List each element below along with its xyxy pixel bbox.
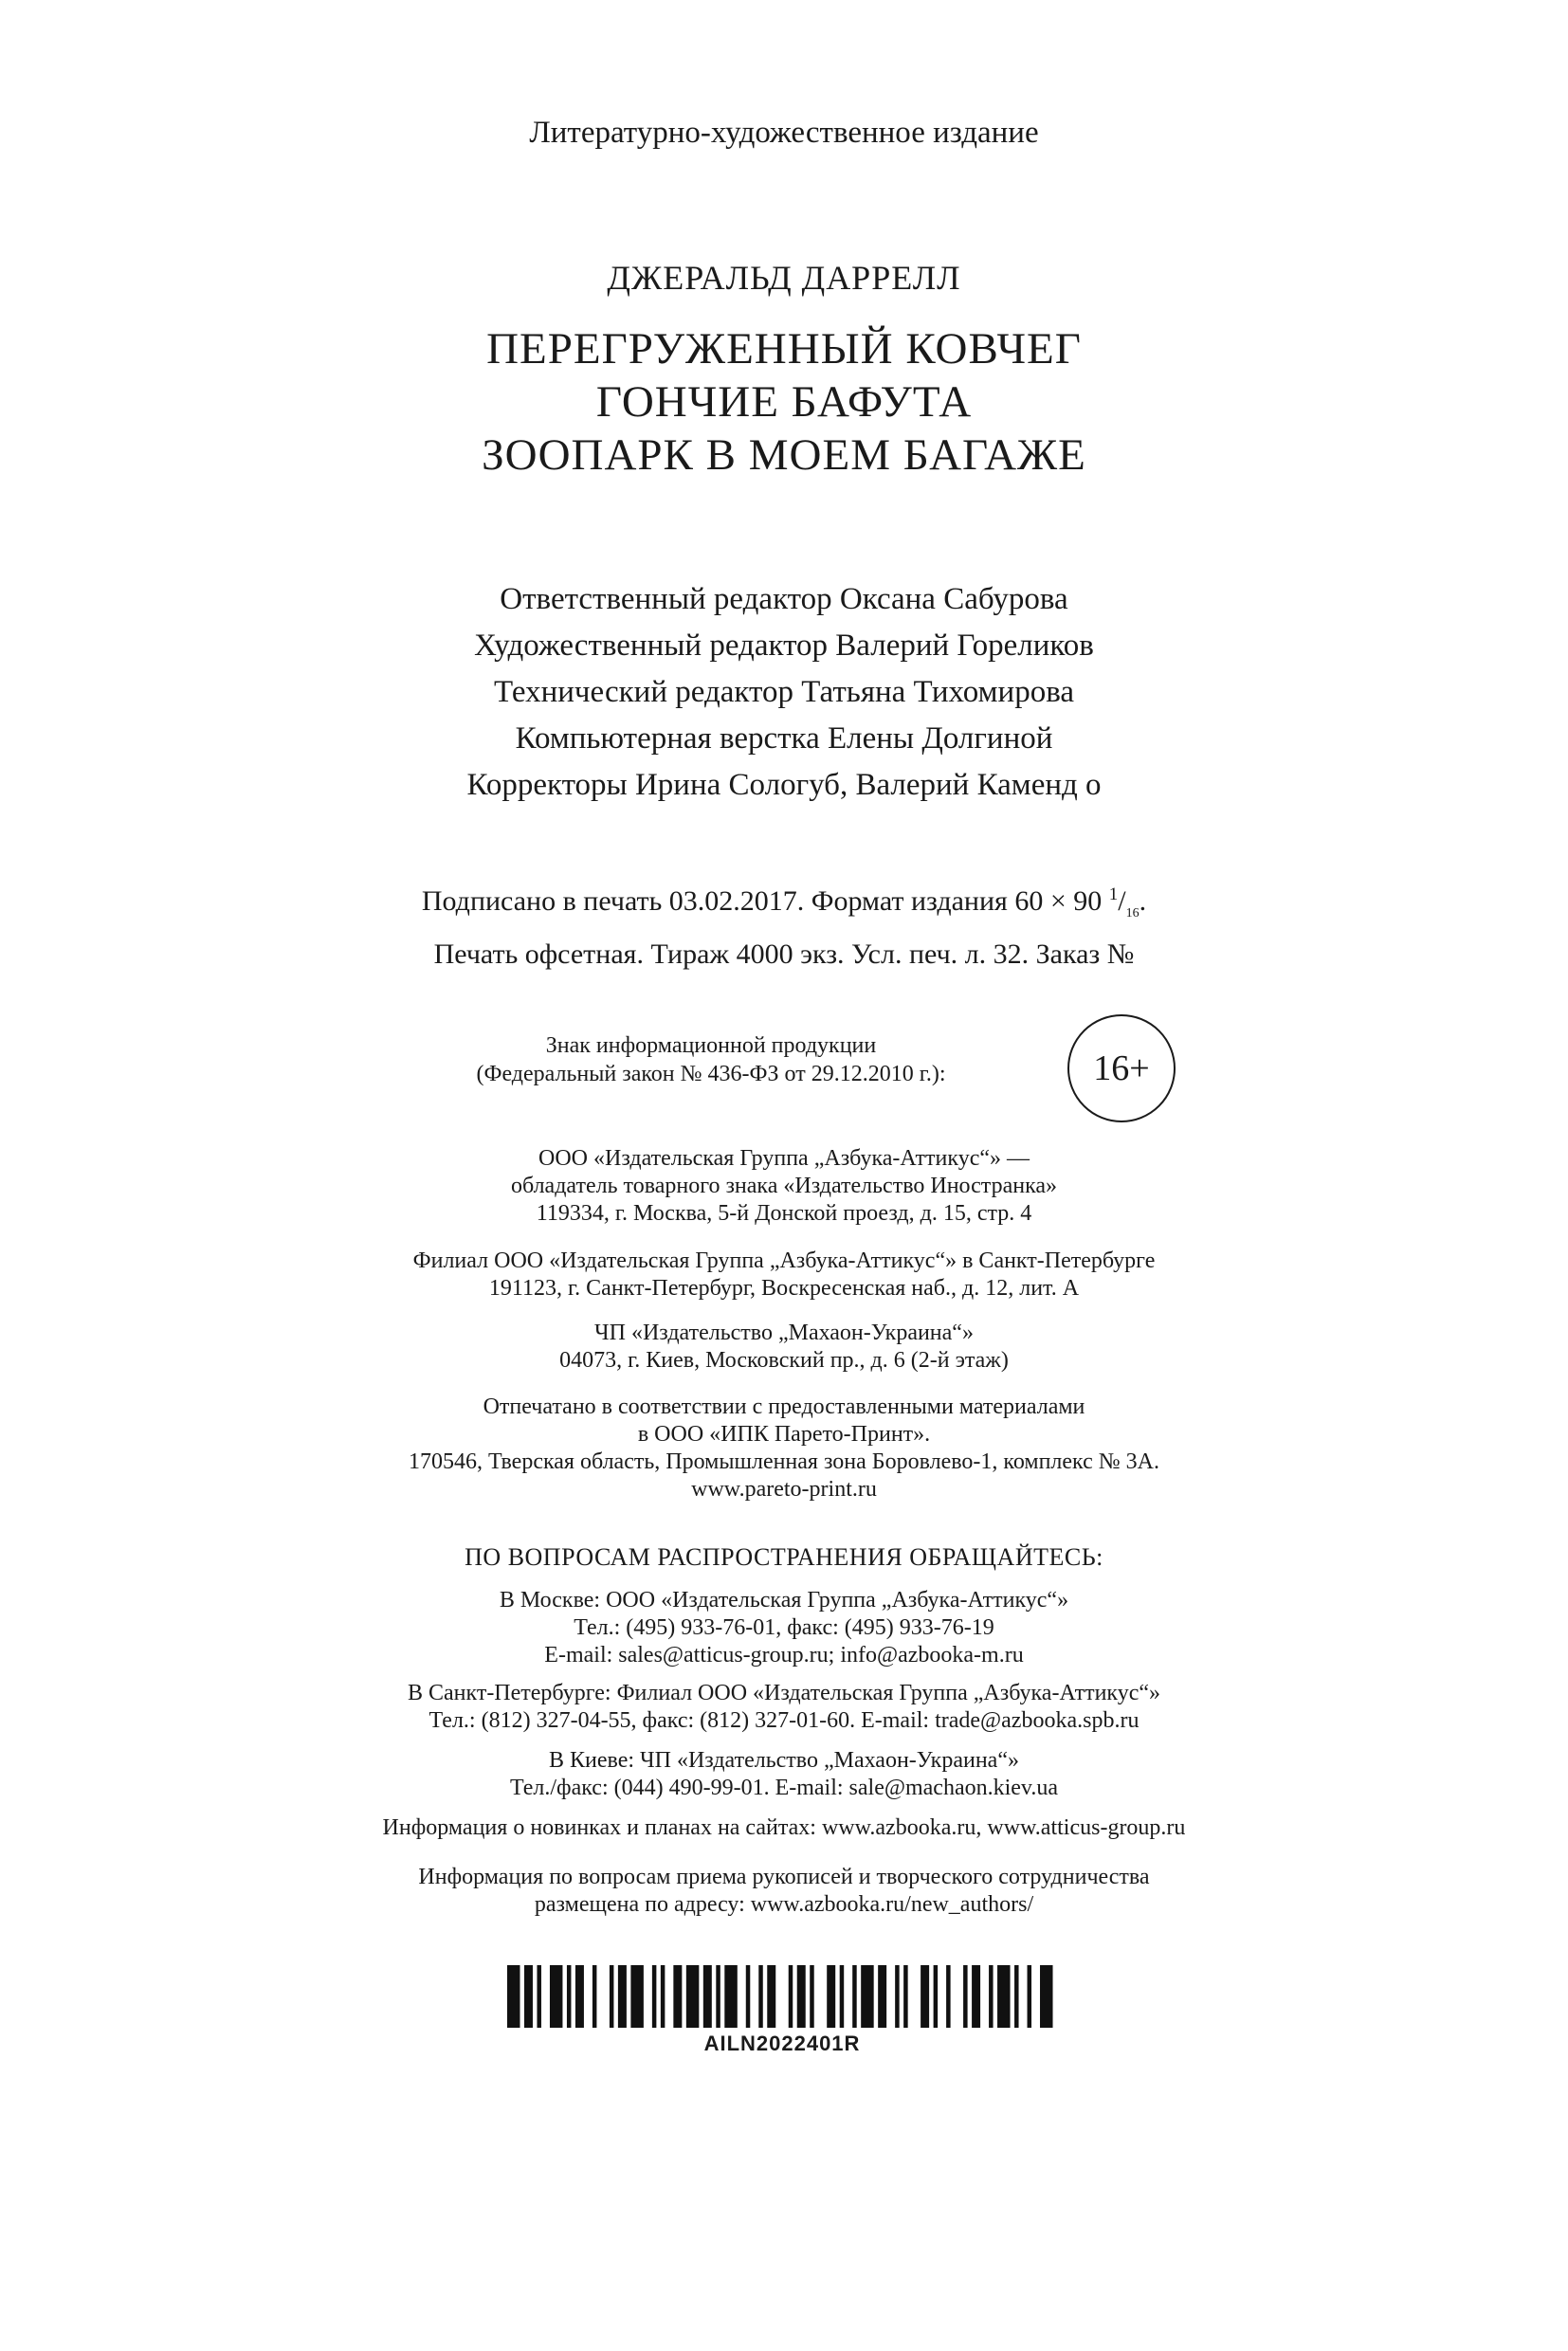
publisher-line: 04073, г. Киев, Московский пр., д. 6 (2-й этаж) <box>559 1348 1009 1373</box>
manuscripts-line: размещена по адресу: www.azbooka.ru/new_authors/ <box>534 1892 1034 1917</box>
barcode-bar <box>921 1965 929 2028</box>
editor-line: Ответственный редактор Оксана Сабурова <box>500 582 1068 616</box>
barcode-bar <box>963 1965 968 2028</box>
news-info: Информация о новинках и планах на сайтах: www.azbooka.ru, www.atticus-group.ru <box>382 1815 1186 1840</box>
distribution-heading: ПО ВОПРОСАМ РАСПРОСТРАНЕНИЯ ОБРАЩАЙТЕСЬ: <box>465 1543 1103 1571</box>
barcode-bar <box>746 1965 751 2028</box>
publisher-line: Филиал ООО «Издательская Группа „Азбука-Аттикус“» в Санкт-Петербурге <box>412 1248 1156 1273</box>
barcode-bar <box>661 1965 665 2028</box>
barcode-bar <box>840 1965 845 2028</box>
barcode-bar <box>567 1965 572 2028</box>
print-info-line: Подписано в печать 03.02.2017. Формат издания 60 × 90 $^1/_{16}$. <box>421 884 1147 920</box>
barcode-bar <box>537 1965 541 2028</box>
barcode-bar <box>972 1965 980 2028</box>
editor-line: Корректоры Ирина Сологуб, Валерий Каменд о <box>466 768 1102 802</box>
distribution-line: В Киеве: ЧП «Издательство „Махаон-Украина“» <box>549 1748 1019 1773</box>
print-info <box>0 874 1568 975</box>
distribution-kiev <box>0 1747 1568 1802</box>
barcode-bar <box>686 1965 699 2028</box>
editor-line: Компьютерная верстка Елены Долгиной <box>515 721 1053 756</box>
age-rating-law: (Федеральный закон № 436-ФЗ от 29.12.2010 г.): <box>476 1062 946 1086</box>
barcode-bar <box>789 1965 793 2028</box>
print-format-text: Подписано в печать 03.02.2017. Формат издания 60 × 90 <box>421 885 1103 917</box>
printer-line: Отпечатано в соответствии с предоставленными материалами <box>483 1394 1085 1419</box>
barcode-bar <box>827 1965 835 2028</box>
barcode-bar <box>1040 1965 1052 2028</box>
book-title: ПЕРЕГРУЖЕННЫЙ КОВЧЕГ <box>486 324 1082 374</box>
age-rating-text <box>417 1031 1005 1088</box>
publisher-block <box>0 1145 1568 1228</box>
printer-block <box>0 1394 1568 1504</box>
print-info-line: Печать офсетная. Тираж 4000 экз. Усл. печ. л. 32. Заказ № <box>433 939 1135 970</box>
barcode-bar <box>934 1965 939 2028</box>
author-name: ДЖЕРАЛЬД ДАРРЕЛЛ <box>607 259 961 297</box>
barcode-bar <box>797 1965 806 2028</box>
distribution-line: E-mail: sales@atticus-group.ru; info@azbooka-m.ru <box>544 1643 1024 1668</box>
barcode-bar <box>1028 1965 1032 2028</box>
barcode-icon <box>507 1965 1057 2028</box>
publisher-line: 119334, г. Москва, 5-й Донской проезд, д. 15, стр. 4 <box>536 1201 1032 1226</box>
format-fraction-numerator: 1 <box>1108 884 1119 904</box>
barcode-bar <box>1014 1965 1019 2028</box>
barcode-code: AILN2022401R <box>703 2032 861 2055</box>
barcode-bar <box>630 1965 643 2028</box>
printer-website: www.pareto-print.ru <box>691 1477 877 1502</box>
barcode <box>507 1965 1057 2060</box>
distribution-spb <box>0 1680 1568 1735</box>
distribution-line: В Москве: ООО «Издательская Группа „Азбука-Аттикус“» <box>499 1588 1069 1613</box>
publisher-line: ООО «Издательская Группа „Азбука-Аттикус“» — <box>538 1146 1030 1171</box>
publisher-line: ЧП «Издательство „Махаон-Украина“» <box>594 1321 974 1345</box>
barcode-bar <box>946 1965 951 2028</box>
age-rating-label: Знак информационной продукции <box>545 1033 877 1058</box>
barcode-bar <box>610 1965 614 2028</box>
ukraine-publisher-block <box>0 1320 1568 1375</box>
barcode-bar <box>758 1965 763 2028</box>
publisher-line: 191123, г. Санкт-Петербург, Воскресенская наб., д. 12, лит. А <box>488 1276 1080 1301</box>
book-titles <box>0 322 1568 482</box>
barcode-bar <box>997 1965 1010 2028</box>
edition-type: Литературно-художественное издание <box>529 116 1039 150</box>
format-fraction-denominator: 16 <box>1125 906 1140 920</box>
barcode-bar <box>724 1965 737 2028</box>
barcode-bar <box>703 1965 712 2028</box>
barcode-bar <box>810 1965 814 2028</box>
barcode-bar <box>652 1965 657 2028</box>
barcode-bar <box>903 1965 908 2028</box>
editors-list <box>0 576 1568 809</box>
barcode-bar <box>524 1965 533 2028</box>
book-title: ЗООПАРК В МОЕМ БАГАЖЕ <box>482 430 1086 480</box>
barcode-bar <box>861 1965 873 2028</box>
book-title: ГОНЧИЕ БАФУТА <box>595 377 973 427</box>
barcode-bar <box>593 1965 597 2028</box>
barcode-bar <box>716 1965 720 2028</box>
barcode-bar <box>507 1965 520 2028</box>
printer-line: в ООО «ИПК Парето-Принт». <box>637 1422 931 1447</box>
manuscripts-info <box>0 1864 1568 1919</box>
barcode-bar <box>895 1965 900 2028</box>
barcode-bar <box>878 1965 886 2028</box>
barcode-bar <box>618 1965 627 2028</box>
editor-line: Художественный редактор Валерий Гореликов <box>474 629 1094 663</box>
barcode-bar <box>673 1965 682 2028</box>
barcode-bar <box>989 1965 994 2028</box>
publisher-line: обладатель товарного знака «Издательство Иностранка» <box>510 1174 1058 1198</box>
distribution-line: В Санкт-Петербурге: Филиал ООО «Издательская Группа „Азбука-Аттикус“» <box>407 1681 1161 1705</box>
printer-line: 170546, Тверская область, Промышленная зона Боровлево-1, комплекс № 3А. <box>409 1449 1159 1474</box>
barcode-bar <box>767 1965 775 2028</box>
age-rating-badge: 16+ <box>1067 1014 1176 1122</box>
distribution-line: Тел.: (812) 327-04-55, факс: (812) 327-01-60. E-mail: trade@azbooka.spb.ru <box>428 1708 1140 1733</box>
barcode-bar <box>550 1965 562 2028</box>
distribution-line: Тел.: (495) 933-76-01, факс: (495) 933-76-19 <box>574 1615 994 1640</box>
editor-line: Технический редактор Татьяна Тихомирова <box>493 675 1074 709</box>
distribution-moscow <box>0 1587 1568 1669</box>
manuscripts-line: Информация по вопросам приема рукописей и творческого сотрудничества <box>418 1865 1150 1889</box>
distribution-line: Тел./факс: (044) 490-99-01. E-mail: sale@machaon.kiev.ua <box>509 1776 1059 1800</box>
barcode-bar <box>575 1965 584 2028</box>
publisher-branch-block <box>0 1248 1568 1303</box>
barcode-bar <box>852 1965 857 2028</box>
age-rating <box>417 1014 1176 1128</box>
